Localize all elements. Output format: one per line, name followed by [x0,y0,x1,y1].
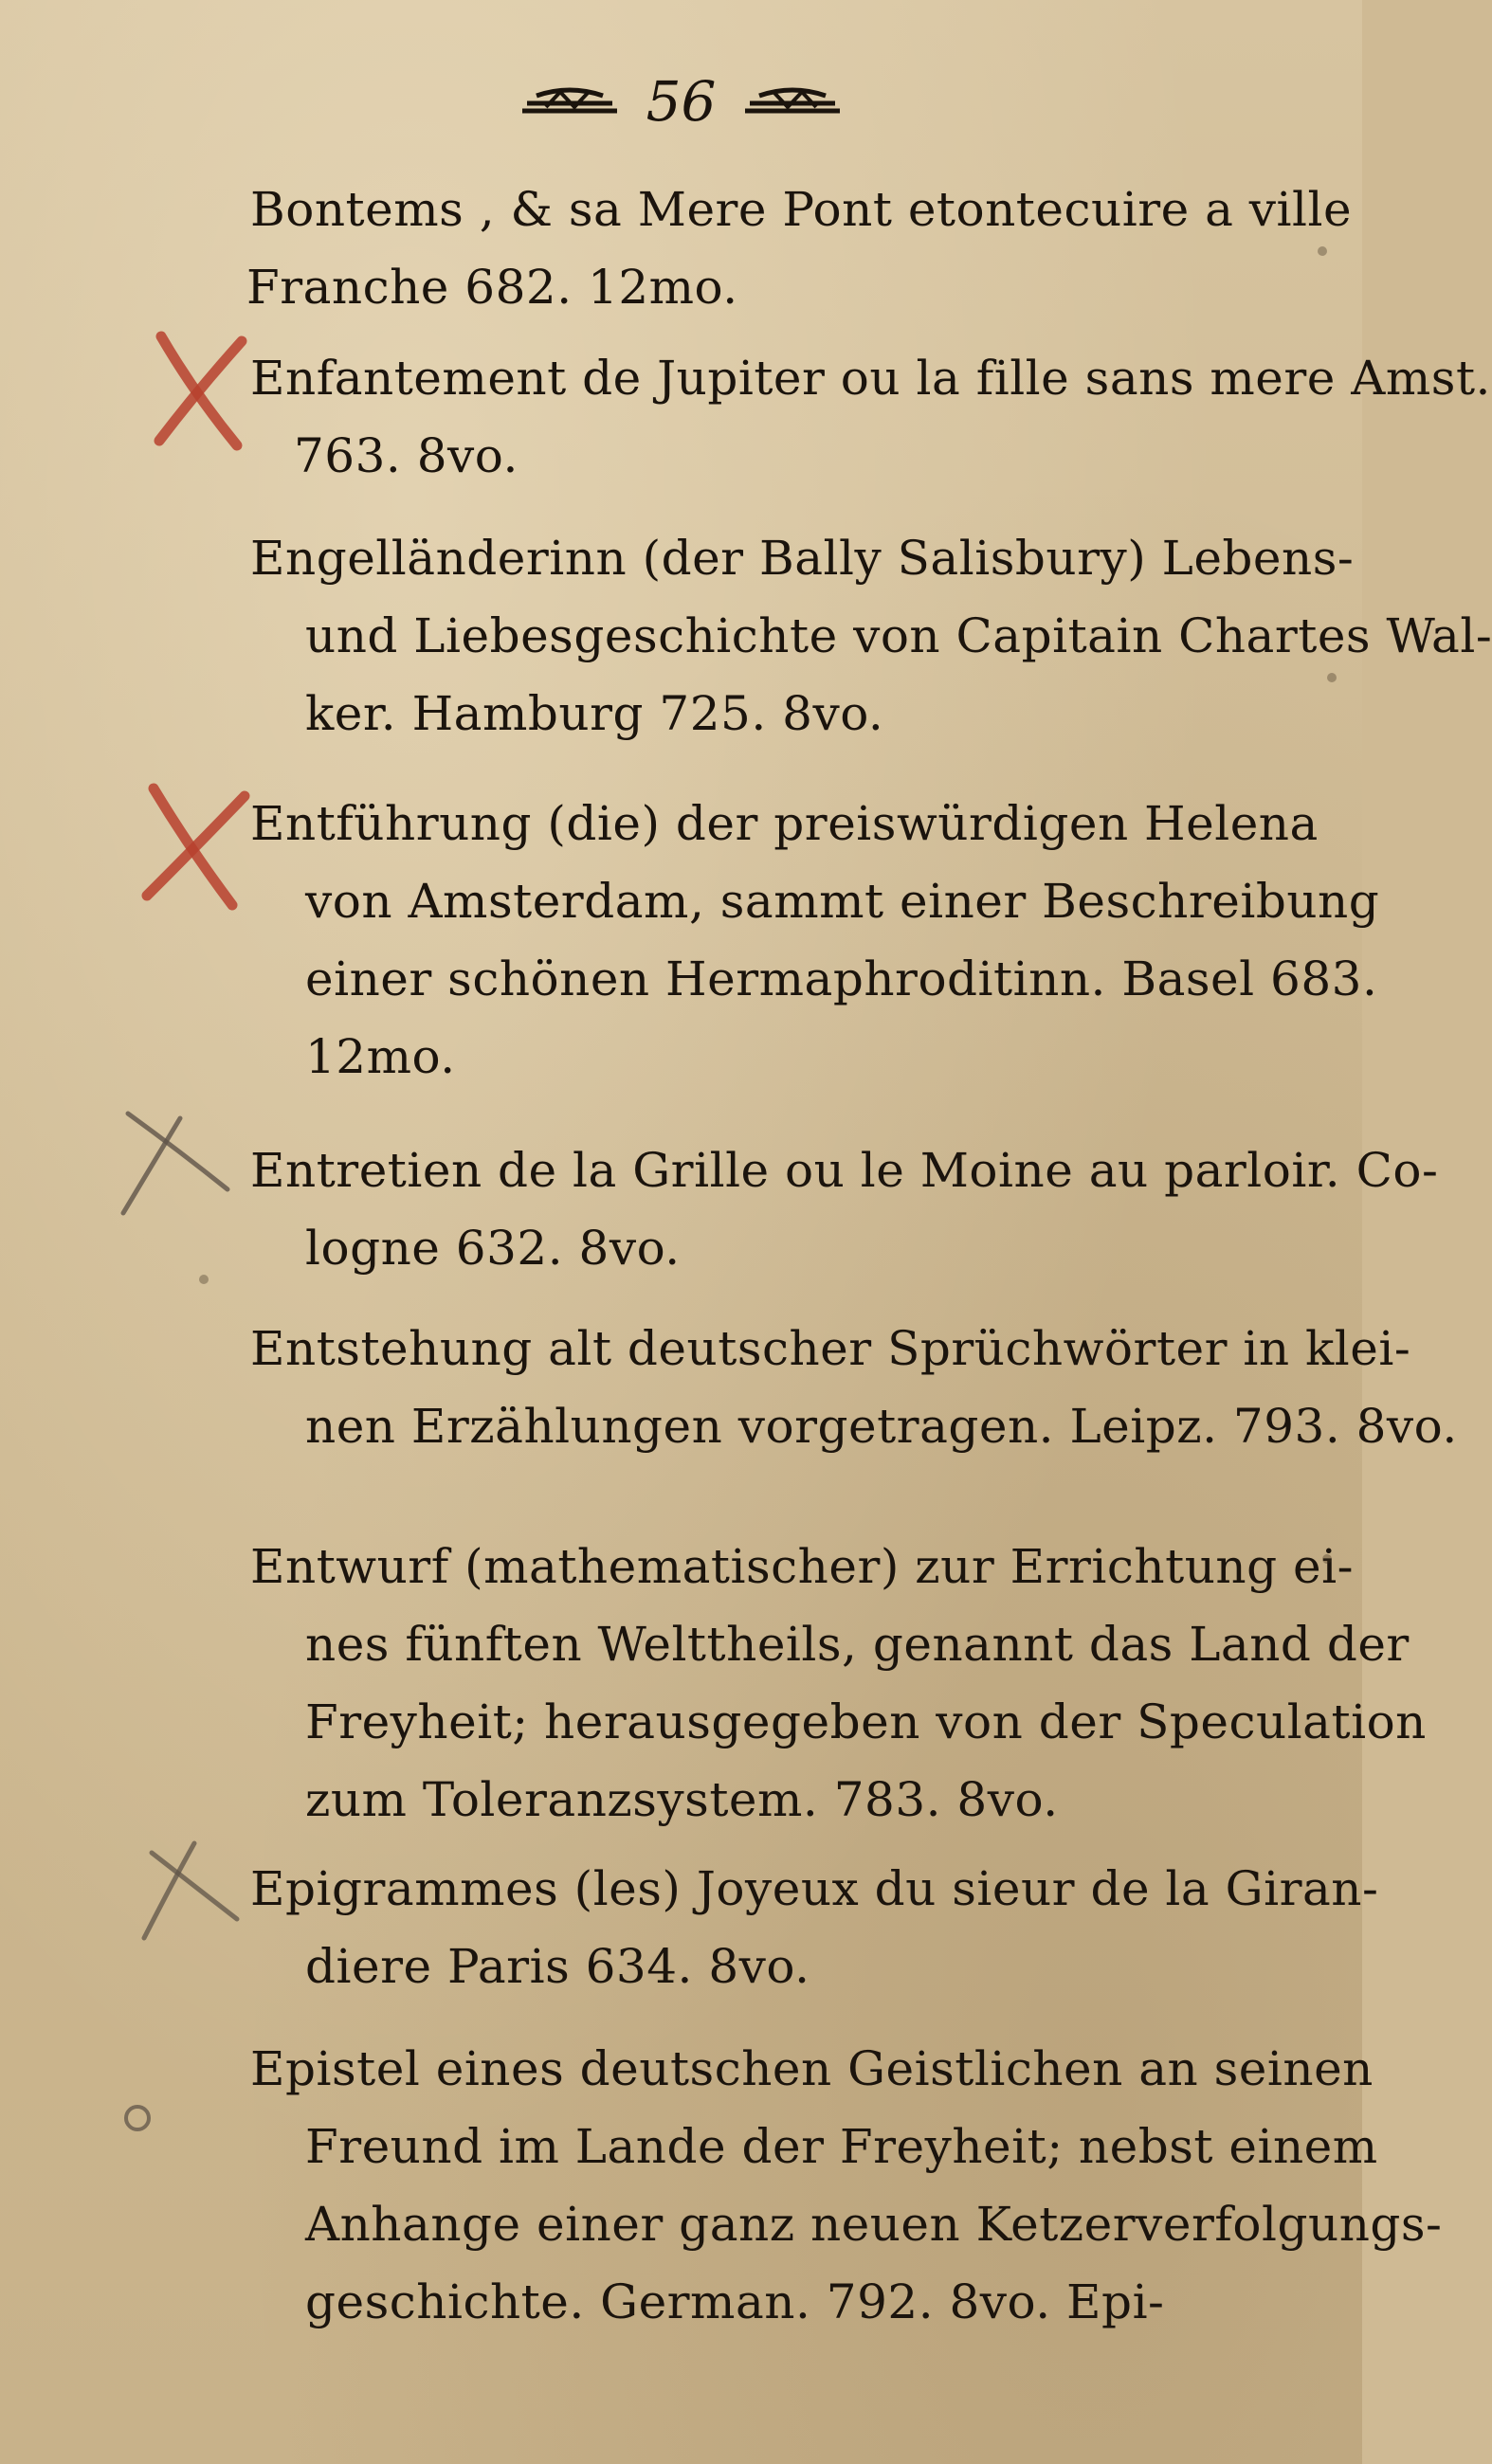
entry-line: nes fünften Welttheils, genannt das Land der [305,1617,1410,1672]
red-x-mark-icon [133,777,256,919]
page-number: 56 [646,69,717,134]
entry-line: diere Paris 634. 8vo. [305,1939,810,1994]
bibliography-entry [246,171,1353,326]
pencil-circle-mark-icon [118,2099,156,2137]
page-header [0,59,1362,144]
entry-line: Engelländerinn (der Bally Salisbury) Lebens- [250,531,1355,586]
entry-line: Franche 682. 12mo. [246,260,738,315]
entry-line: Entführung (die) der preiswürdigen Helena [250,796,1319,851]
bibliography-entry [250,1310,1458,1465]
entry-line: Freund im Lande der Freyheit; nebst einem [305,2119,1378,2174]
entry-line: von Amsterdam, sammt einer Beschreibung [305,874,1380,929]
bibliography-entry [250,1850,1379,2005]
entry-line: Entstehung alt deutscher Sprüchwörter in klei- [250,1321,1411,1376]
bibliography-entry [250,785,1380,1096]
pencil-x-mark-icon [133,1829,246,1952]
entry-line: 12mo. [305,1029,456,1084]
paper-speck [1322,1554,1332,1564]
entry-line: einer schönen Hermaphroditinn. Basel 683. [305,951,1378,1006]
bibliography-entry [250,1132,1439,1287]
entry-line: geschichte. German. 792. 8vo. Epi- [305,2274,1165,2329]
entry-line: Epigrammes (les) Joyeux du sieur de la Giran- [250,1861,1379,1916]
entry-line: nen Erzählungen vorgetragen. Leipz. 793. 8vo. [305,1399,1458,1454]
entry-line: logne 632. 8vo. [305,1221,681,1276]
entry-line: Entwurf (mathematischer) zur Errichtung ei- [250,1539,1354,1594]
header-ornament-left-icon [518,82,622,120]
entry-line: Bontems , & sa Mere Pont etontecuire a ville [250,182,1353,237]
entry-line: Epistel eines deutschen Geistlichen an seinen [250,2041,1374,2096]
paper-speck [1327,673,1337,682]
paper-speck [1318,246,1327,256]
entry-line: Freyheit; herausgegeben von der Speculation [305,1694,1427,1749]
entry-line: zum Toleranzsystem. 783. 8vo. [305,1772,1059,1827]
entry-line: 763. 8vo. [294,428,519,483]
bibliography-entry [250,519,1492,752]
bibliography-entry [250,1528,1427,1839]
entry-line: Anhange einer ganz neuen Ketzerverfolgungs- [305,2197,1443,2252]
header-ornament-right-icon [740,82,845,120]
entry-line: ker. Hamburg 725. 8vo. [305,686,884,741]
entry-line: und Liebesgeschichte von Capitain Chartes Wal- [305,608,1492,663]
bibliography-entry [250,339,1491,495]
entry-line: Entretien de la Grille ou le Moine au parloir. Co- [250,1143,1439,1198]
paper-speck [199,1275,209,1284]
entry-line: Enfantement de Jupiter ou la fille sans mere Amst. [250,351,1491,406]
bibliography-entry [250,2030,1443,2341]
pencil-x-mark-icon [114,1099,237,1223]
red-x-mark-icon [142,322,256,464]
